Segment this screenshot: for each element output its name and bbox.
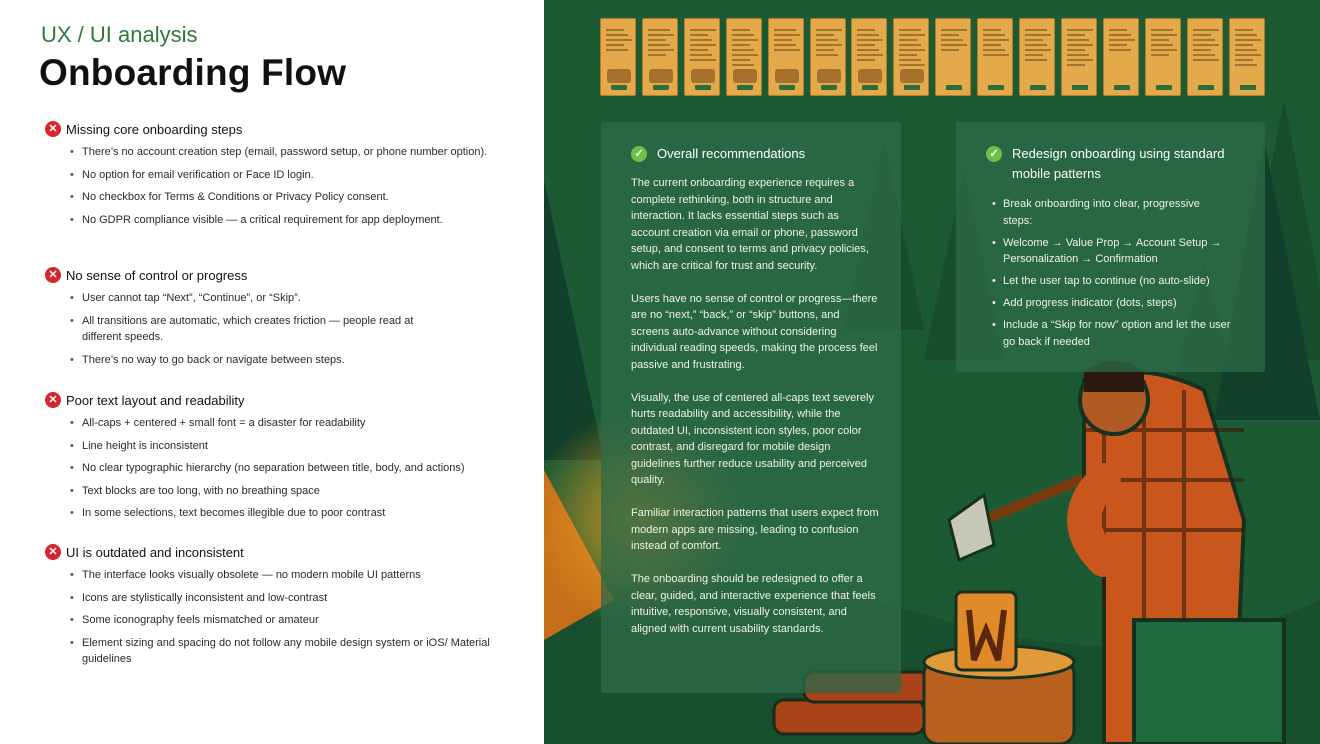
thumbnail-text-line <box>732 59 750 61</box>
thumbnail-text-line <box>983 49 1005 51</box>
thumbnail-button <box>695 85 711 90</box>
check-circle-icon: ✓ <box>986 146 1002 162</box>
list-item: • All-caps + centered + small font = a disaster for readability <box>70 415 515 432</box>
list-item: • No option for email verification or Face ID login. <box>70 167 515 184</box>
thumbnail-text-line <box>1193 49 1211 51</box>
thumbnail-text-line <box>1109 39 1135 41</box>
thumbnail-text-line <box>1067 64 1085 66</box>
thumbnail-text-line <box>606 39 632 41</box>
thumbnail-text-line <box>774 34 800 36</box>
thumbnail-button <box>1072 85 1088 90</box>
thumbnail-text-line <box>983 34 1005 36</box>
thumbnail-text-line <box>606 44 624 46</box>
thumbnail-illustration <box>858 69 882 83</box>
issue-section-outdated-ui <box>45 543 515 674</box>
thumbnail-text-line <box>1193 34 1211 36</box>
thumbnail-text-line <box>1109 44 1127 46</box>
thumbnail-text-line <box>857 59 875 61</box>
thumbnail-text-line <box>1025 44 1047 46</box>
thumbnail-text-line <box>1109 49 1131 51</box>
onboarding-screen-thumbnail <box>977 18 1013 96</box>
onboarding-screen-thumbnail <box>600 18 636 96</box>
thumbnail-text-line <box>899 29 921 31</box>
thumbnail-text-line <box>774 49 800 51</box>
list-item: • Line height is inconsistent <box>70 438 515 455</box>
thumbnail-text-line <box>816 34 834 36</box>
list-item: • In some selections, text becomes illegible due to poor contrast <box>70 505 515 522</box>
thumbnail-text-line <box>941 49 959 51</box>
card-body <box>631 175 879 654</box>
list-item: • The interface looks visually obsolete — no modern mobile UI patterns <box>70 567 495 584</box>
thumbnail-text-line <box>774 29 796 31</box>
thumbnail-text-line <box>1109 29 1127 31</box>
thumbnail-text-line <box>941 34 959 36</box>
list-item: • Include a “Skip for now” option and let the user go back if needed <box>992 317 1232 350</box>
list-item: • Break onboarding into clear, progressive steps: <box>992 196 1232 229</box>
paragraph: Visually, the use of centered all-caps text severely hurts readability and accessibility, while the outdated UI, inconsistent icon styles, poor color contrast, and disregard for mobile design guidelines further reduce usability and perceived quality. <box>631 391 874 486</box>
issue-title: Missing core onboarding steps <box>66 121 243 137</box>
onboarding-screen-thumbnail <box>1229 18 1265 96</box>
thumbnail-text-line <box>690 59 716 61</box>
paragraph: The current onboarding experience requires a complete rethinking, both in structure and interaction. It lacks essential steps such as account creation via email or phone, password setup, and consent to terms and privacy policies, which are critical for trust and security. <box>631 177 869 272</box>
thumbnail-text-line <box>732 44 750 46</box>
thumbnail-text-line <box>1067 44 1093 46</box>
issue-section-missing-steps <box>45 120 515 234</box>
thumbnail-button <box>862 85 878 90</box>
thumbnail-text-line <box>1067 34 1085 36</box>
onboarding-screen-thumbnail <box>851 18 887 96</box>
thumbnail-text-line <box>941 29 967 31</box>
thumbnail-text-line <box>606 29 624 31</box>
issue-section-control <box>45 266 515 374</box>
thumbnail-text-line <box>1067 59 1093 61</box>
issue-title: UI is outdated and inconsistent <box>66 544 244 560</box>
x-circle-icon: ✕ <box>45 121 61 137</box>
thumbnail-text-line <box>857 34 879 36</box>
thumbnail-button <box>653 85 669 90</box>
thumbnail-text-line <box>1067 29 1093 31</box>
onboarding-screen-thumbnail <box>935 18 971 96</box>
thumbnail-text-line <box>648 29 670 31</box>
thumbnail-text-line <box>1235 39 1261 41</box>
onboarding-screen-thumbnail <box>1187 18 1223 96</box>
thumbnail-button <box>946 85 962 90</box>
thumbnail-button <box>737 85 753 90</box>
thumbnail-text-line <box>816 44 842 46</box>
thumbnail-button <box>1114 85 1130 90</box>
thumbnail-text-line <box>1025 59 1047 61</box>
thumbnail-text-line <box>648 54 666 56</box>
thumbnail-text-line <box>1235 44 1253 46</box>
thumbnail-text-line <box>899 54 917 56</box>
issue-section-readability <box>45 391 515 528</box>
check-circle-icon: ✓ <box>631 146 647 162</box>
list-item: • There’s no way to go back or navigate between steps. <box>70 352 415 369</box>
thumbnail-text-line <box>1151 29 1173 31</box>
thumbnail-text-line <box>732 39 758 41</box>
onboarding-screen-thumbnail <box>642 18 678 96</box>
thumbnail-text-line <box>690 49 708 51</box>
thumbnail-text-line <box>857 29 875 31</box>
thumbnail-text-line <box>899 64 925 66</box>
onboarding-screens-strip <box>600 18 1266 96</box>
thumbnail-button <box>904 85 920 90</box>
onboarding-screen-thumbnail <box>810 18 846 96</box>
onboarding-screen-thumbnail <box>726 18 762 96</box>
thumbnail-text-line <box>690 29 716 31</box>
onboarding-screen-thumbnail <box>1061 18 1097 96</box>
thumbnail-text-line <box>648 34 674 36</box>
thumbnail-text-line <box>690 54 712 56</box>
list-item: • No checkbox for Terms & Conditions or Privacy Policy consent. <box>70 189 515 206</box>
thumbnail-button <box>611 85 627 90</box>
list-item: • User cannot tap “Next”, “Continue”, or “Skip”. <box>70 290 415 307</box>
issue-title: No sense of control or progress <box>66 267 248 283</box>
thumbnail-text-line <box>1193 29 1219 31</box>
onboarding-screen-thumbnail <box>1019 18 1055 96</box>
thumbnail-text-line <box>983 54 1009 56</box>
thumbnail-text-line <box>1151 39 1169 41</box>
thumbnail-illustration <box>775 69 799 83</box>
thumbnail-text-line <box>816 49 834 51</box>
thumbnail-text-line <box>732 49 754 51</box>
thumbnail-text-line <box>899 59 921 61</box>
thumbnail-text-line <box>1151 44 1173 46</box>
redesign-onboarding-card <box>956 122 1265 372</box>
thumbnail-text-line <box>1025 39 1043 41</box>
thumbnail-text-line <box>732 34 754 36</box>
x-circle-icon: ✕ <box>45 544 61 560</box>
thumbnail-button <box>1156 85 1172 90</box>
thumbnail-text-line <box>1109 34 1131 36</box>
thumbnail-text-line <box>1025 29 1047 31</box>
thumbnail-text-line <box>1067 54 1089 56</box>
analysis-panel <box>0 0 544 744</box>
list-item: • Welcome → Value Prop → Account Setup → Personalization → Confirmation <box>992 235 1232 268</box>
onboarding-screen-thumbnail <box>893 18 929 96</box>
thumbnail-button <box>1198 85 1214 90</box>
paragraph: Users have no sense of control or progress—there are no “next,” “back,” or “skip” buttons, and screens auto-advance without considering individual reading speeds, making the process feel passive and frustrating. <box>631 292 878 371</box>
thumbnail-text-line <box>1151 34 1177 36</box>
thumbnail-text-line <box>648 39 666 41</box>
thumbnail-text-line <box>648 44 670 46</box>
thumbnail-illustration <box>607 69 631 83</box>
thumbnail-text-line <box>941 44 967 46</box>
thumbnail-illustration <box>817 69 841 83</box>
list-item: • Element sizing and spacing do not follow any mobile design system or iOS/ Material guidelines <box>70 635 495 668</box>
list-item: • There’s no account creation step (email, password setup, or phone number option). <box>70 144 515 161</box>
page-subtitle: UX / UI analysis <box>41 22 198 47</box>
x-circle-icon: ✕ <box>45 392 61 408</box>
card-title: Overall recommendations <box>657 146 806 161</box>
thumbnail-text-line <box>774 44 796 46</box>
thumbnail-illustration <box>900 69 924 83</box>
thumbnail-text-line <box>732 29 750 31</box>
thumbnail-text-line <box>941 39 963 41</box>
thumbnail-button <box>988 85 1004 90</box>
list-item: • Add progress indicator (dots, steps) <box>992 295 1232 312</box>
card-body <box>992 196 1232 356</box>
thumbnail-text-line <box>1235 34 1257 36</box>
thumbnail-text-line <box>899 49 925 51</box>
thumbnail-text-line <box>732 64 754 66</box>
thumbnail-text-line <box>1235 49 1257 51</box>
thumbnail-illustration <box>691 69 715 83</box>
thumbnail-text-line <box>1193 44 1219 46</box>
thumbnail-text-line <box>983 44 1001 46</box>
list-item: • No clear typographic hierarchy (no separation between title, body, and actions) <box>70 460 515 477</box>
overall-recommendations-card <box>601 122 901 693</box>
issue-title: Poor text layout and readability <box>66 392 245 408</box>
thumbnail-button <box>821 85 837 90</box>
thumbnail-text-line <box>774 39 792 41</box>
thumbnail-button <box>1240 85 1256 90</box>
thumbnail-illustration <box>733 69 757 83</box>
thumbnail-text-line <box>1193 59 1219 61</box>
thumbnail-text-line <box>1151 49 1177 51</box>
thumbnail-text-line <box>690 34 708 36</box>
thumbnail-text-line <box>606 49 628 51</box>
thumbnail-text-line <box>1067 49 1085 51</box>
thumbnail-button <box>1030 85 1046 90</box>
list-item: • Text blocks are too long, with no breathing space <box>70 483 515 500</box>
recommendations-panel <box>544 0 1320 744</box>
thumbnail-text-line <box>1151 54 1169 56</box>
thumbnail-illustration <box>649 69 673 83</box>
thumbnail-text-line <box>899 44 921 46</box>
page-title: Onboarding Flow <box>39 52 347 93</box>
thumbnail-text-line <box>1067 39 1089 41</box>
onboarding-screen-thumbnail <box>1103 18 1139 96</box>
thumbnail-button <box>779 85 795 90</box>
x-circle-icon: ✕ <box>45 267 61 283</box>
thumbnail-text-line <box>690 44 716 46</box>
thumbnail-text-line <box>1025 54 1043 56</box>
thumbnail-text-line <box>816 39 838 41</box>
thumbnail-text-line <box>857 49 879 51</box>
thumbnail-text-line <box>816 29 842 31</box>
thumbnail-text-line <box>983 29 1001 31</box>
thumbnail-text-line <box>1235 54 1261 56</box>
thumbnail-text-line <box>816 54 838 56</box>
thumbnail-text-line <box>732 54 758 56</box>
onboarding-screen-thumbnail <box>684 18 720 96</box>
thumbnail-text-line <box>899 34 925 36</box>
thumbnail-text-line <box>857 54 883 56</box>
list-item: • All transitions are automatic, which creates friction — people read at different speeds. <box>70 313 415 346</box>
thumbnail-text-line <box>1025 34 1051 36</box>
thumbnail-text-line <box>857 44 875 46</box>
onboarding-screen-thumbnail <box>1145 18 1181 96</box>
onboarding-screen-thumbnail <box>768 18 804 96</box>
thumbnail-text-line <box>983 39 1009 41</box>
thumbnail-text-line <box>899 39 917 41</box>
thumbnail-text-line <box>857 39 883 41</box>
list-item: • Icons are stylistically inconsistent and low-contrast <box>70 590 495 607</box>
thumbnail-text-line <box>1235 59 1253 61</box>
thumbnail-text-line <box>690 39 712 41</box>
thumbnail-text-line <box>1235 64 1257 66</box>
list-item: • Let the user tap to continue (no auto-slide) <box>992 273 1232 290</box>
thumbnail-text-line <box>606 34 628 36</box>
thumbnail-text-line <box>648 49 674 51</box>
paragraph: Familiar interaction patterns that users expect from modern apps are missing, leading to confusion instead of comfort. <box>631 507 879 552</box>
thumbnail-text-line <box>1025 49 1051 51</box>
thumbnail-text-line <box>1193 54 1215 56</box>
list-item: • Some iconography feels mismatched or amateur <box>70 612 495 629</box>
thumbnail-text-line <box>1193 39 1215 41</box>
paragraph: The onboarding should be redesigned to offer a clear, guided, and interactive experience that feels intuitive, responsive, visually consistent, and aligned with current usability standards. <box>631 573 876 635</box>
card-title: Redesign onboarding using standard mobile patterns <box>1012 146 1225 181</box>
list-item: • No GDPR compliance visible — a critical requirement for app deployment. <box>70 212 515 229</box>
thumbnail-text-line <box>1235 29 1253 31</box>
